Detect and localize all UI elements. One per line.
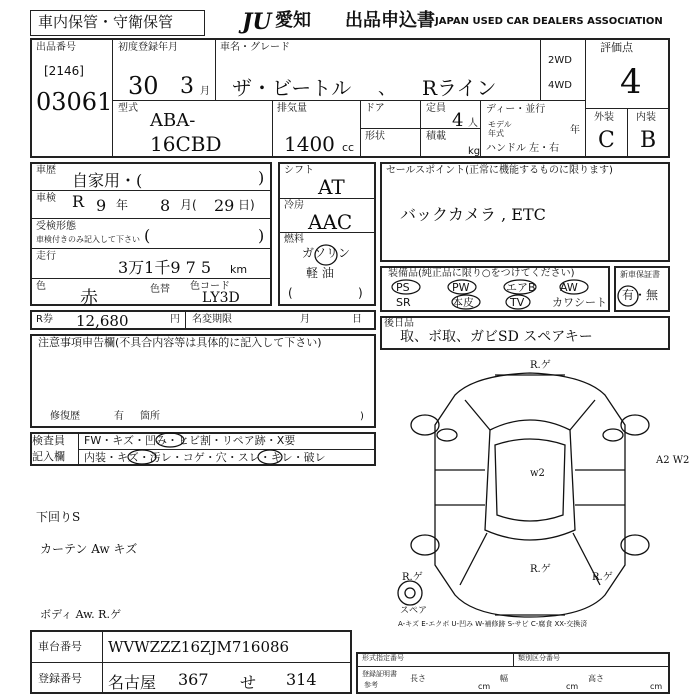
drive-4wd: 4WD	[548, 80, 572, 91]
equip-ps: PS	[396, 281, 410, 294]
lot-code: [2146]	[44, 64, 84, 78]
evaluation-score: 4	[620, 62, 642, 102]
score-label: 評価点	[600, 41, 633, 54]
damage-mark-front: R.ゲ	[530, 360, 551, 371]
damage-legend: A-キズ E-エクボ U-凹み W-補修跡 S-サビ C-腐食 XX-交換済	[398, 620, 588, 628]
selling-points-label: セールスポイント(正常に機能するものに限ります)	[386, 165, 613, 176]
note-undercarriage: 下回りS	[36, 510, 81, 524]
registration-kana: せ	[240, 673, 257, 692]
fuel-label: 燃料	[284, 234, 304, 245]
fuel-selection-circle	[312, 242, 340, 268]
ac-label: 冷房	[284, 200, 304, 211]
warranty-options: 有・無	[622, 288, 659, 302]
car-diagram	[395, 355, 670, 635]
inspection-era: R	[72, 192, 85, 211]
load-unit: kg	[468, 146, 481, 157]
model-code-1: ABA-	[150, 110, 196, 131]
certificate-label: 登録証明書	[362, 670, 397, 678]
chassis-label: 車台番号	[38, 640, 82, 653]
shift-value: AT	[318, 175, 345, 199]
height-unit: cm	[650, 682, 663, 691]
later-items-label: 後日品	[384, 318, 414, 329]
damage-mark-right-rear: R.ゲ	[592, 572, 613, 583]
inspector-row-exterior: FW・キズ・凹み・ヒビ割・リペア跡・X要	[84, 434, 296, 447]
inspection-month: 8	[160, 196, 171, 215]
damage-mark-left-rear: R.ゲ	[402, 572, 423, 583]
damage-mark-right: A2 W2	[656, 455, 690, 466]
warranty-circle	[616, 284, 640, 308]
height-label: 高さ	[588, 674, 604, 683]
inspection-label: 車検	[36, 193, 56, 204]
document-title: 出品申込書	[345, 10, 435, 31]
capacity-value: 4	[452, 110, 464, 131]
capacity-unit: 人	[468, 118, 478, 129]
color-code: LY3D	[202, 290, 240, 306]
interior-grade: B	[640, 128, 657, 153]
repair-history-value: 有	[114, 411, 124, 422]
handle-label: ハンドル 左・右	[486, 143, 560, 154]
month-unit: 月	[200, 86, 210, 97]
damage-mark-roof: w2	[530, 468, 545, 479]
registration-year: 30	[128, 72, 159, 100]
lot-number-label: 出品番号	[36, 42, 76, 53]
inspector-circles	[80, 432, 370, 466]
name-separator: 、	[378, 78, 396, 99]
interior-label: 内装	[636, 112, 656, 123]
recycle-amount: 12,680	[76, 312, 129, 330]
note-body: ボディ Aw. R.ゲ	[40, 608, 121, 621]
model-code-2: 16CBD	[150, 132, 222, 156]
car-name: ザ・ビートル	[232, 76, 352, 100]
class-number-label: 類別区分番号	[518, 654, 560, 662]
spare-label: スペア	[400, 606, 428, 616]
displacement-unit: cc	[342, 141, 355, 154]
name-change-month: 月	[300, 314, 310, 325]
storage-label: 車内保管・守衛保管	[38, 13, 174, 31]
car-grade: Rライン	[422, 76, 497, 100]
registration-class: 367	[178, 670, 209, 689]
load-label: 積載	[426, 131, 446, 142]
inspection-day-unit: 日)	[238, 198, 255, 212]
equip-sr: SR	[396, 296, 411, 309]
inspection-year-unit: 年	[116, 198, 129, 212]
acceptance-sub: 車検付きのみ記入して下さい	[36, 235, 140, 244]
displacement-value: 1400	[284, 132, 335, 156]
repair-place-label: 箇所	[140, 411, 160, 422]
capacity-label: 定員	[426, 103, 446, 114]
note-curtain: カーテン Aw キズ	[40, 542, 138, 556]
equip-pw: PW	[452, 281, 470, 294]
model-year-label: モデル	[488, 120, 512, 129]
chassis-number: WVWZZZ16ZJM716086	[108, 638, 290, 656]
width-label: 幅	[500, 674, 508, 683]
spec-number-label: 形式指定番号	[362, 654, 404, 662]
later-items-value: 取、ボ取、ガビSD スペアキー	[400, 329, 593, 345]
repair-history-label: 修復歴	[50, 411, 80, 422]
name-change-label: 名変期限	[192, 314, 232, 325]
acceptance-label: 受検形態	[36, 221, 76, 232]
fuel-diesel: 軽 油	[306, 266, 334, 280]
first-registration-label: 初度登録年月	[118, 42, 178, 53]
registration-label: 登録番号	[38, 672, 82, 685]
color-code-label: 色コード	[190, 281, 230, 292]
inspection-day: 29	[214, 196, 235, 215]
model-year-label-2: 年式	[488, 129, 504, 138]
length-label: 長さ	[410, 674, 426, 683]
fuel-paren-open: (	[288, 286, 293, 300]
registration-place: 名古屋	[108, 673, 157, 692]
fuel-paren-close: )	[358, 286, 363, 300]
color-label: 色	[36, 281, 46, 292]
equipment-label: 装備品(純正品に限り○をつけてください)	[388, 268, 575, 279]
mileage-label: 走行	[36, 251, 56, 262]
length-unit: cm	[478, 682, 491, 691]
registration-number: 314	[286, 670, 317, 689]
inspection-year: 9	[96, 196, 107, 215]
name-change-day: 日	[352, 314, 362, 325]
certificate-ref: 参考	[364, 681, 378, 689]
brand-logo: JU	[242, 9, 272, 35]
association-name: JAPAN USED CAR DEALERS ASSOCIATION	[435, 16, 663, 27]
equip-seat: カワシート	[552, 296, 607, 309]
mileage-unit: km	[230, 263, 248, 276]
acceptance-paren-close: )	[258, 226, 265, 245]
exterior-label: 外装	[594, 112, 614, 123]
ac-value: AAC	[308, 210, 353, 234]
fuel-gasoline: ガソリン	[302, 246, 351, 260]
inspector-row-interior: 内装・キズ・汚レ・コゲ・穴・スレ・キレ・破レ	[84, 451, 326, 464]
inspector-label: 検査員	[32, 434, 65, 447]
notes-label: 注意事項申告欄(不具合内容等は具体的に記入して下さい)	[38, 336, 322, 349]
displacement-label: 排気量	[277, 103, 307, 114]
equip-aw: AW	[560, 281, 578, 294]
mileage-value: 3万1千9 7 5	[118, 258, 212, 277]
lot-number: 03061	[36, 88, 113, 116]
door-label: ドア	[365, 103, 385, 114]
history-value: 自家用・(	[72, 171, 143, 190]
inspection-month-unit: 月(	[180, 198, 197, 212]
inspector-label-2: 記入欄	[32, 450, 65, 463]
equipment-circles	[390, 278, 600, 312]
warranty-label: 新車保証書	[620, 270, 660, 279]
color-change-label: 色替	[150, 284, 170, 295]
import-type: ディー・並行	[486, 104, 546, 115]
color-value: 赤	[80, 288, 98, 309]
exterior-grade: C	[598, 128, 615, 153]
width-unit: cm	[566, 682, 579, 691]
acceptance-paren-open: (	[144, 226, 151, 245]
recycle-unit: 円	[170, 314, 180, 325]
history-close: )	[258, 168, 265, 187]
repair-close: )	[360, 411, 364, 422]
car-name-label: 車名・グレード	[220, 42, 290, 53]
selling-points-text: バックカメラ , ETC	[400, 205, 546, 224]
equip-leather: 本皮	[452, 296, 474, 309]
registration-month: 3	[180, 74, 194, 99]
drive-2wd: 2WD	[548, 55, 572, 66]
history-label: 車歴	[36, 165, 56, 176]
shape-label: 形状	[365, 131, 385, 142]
model-type-label: 型式	[118, 103, 138, 114]
recycle-label: R券	[36, 314, 53, 325]
model-year-unit: 年	[570, 125, 580, 136]
shift-label: シフト	[284, 165, 314, 176]
equip-airbag: エアB	[506, 281, 536, 294]
brand-region: 愛知	[275, 10, 311, 31]
equip-tv: TV	[510, 296, 525, 309]
damage-mark-rear-hatch: R.ゲ	[530, 564, 551, 575]
